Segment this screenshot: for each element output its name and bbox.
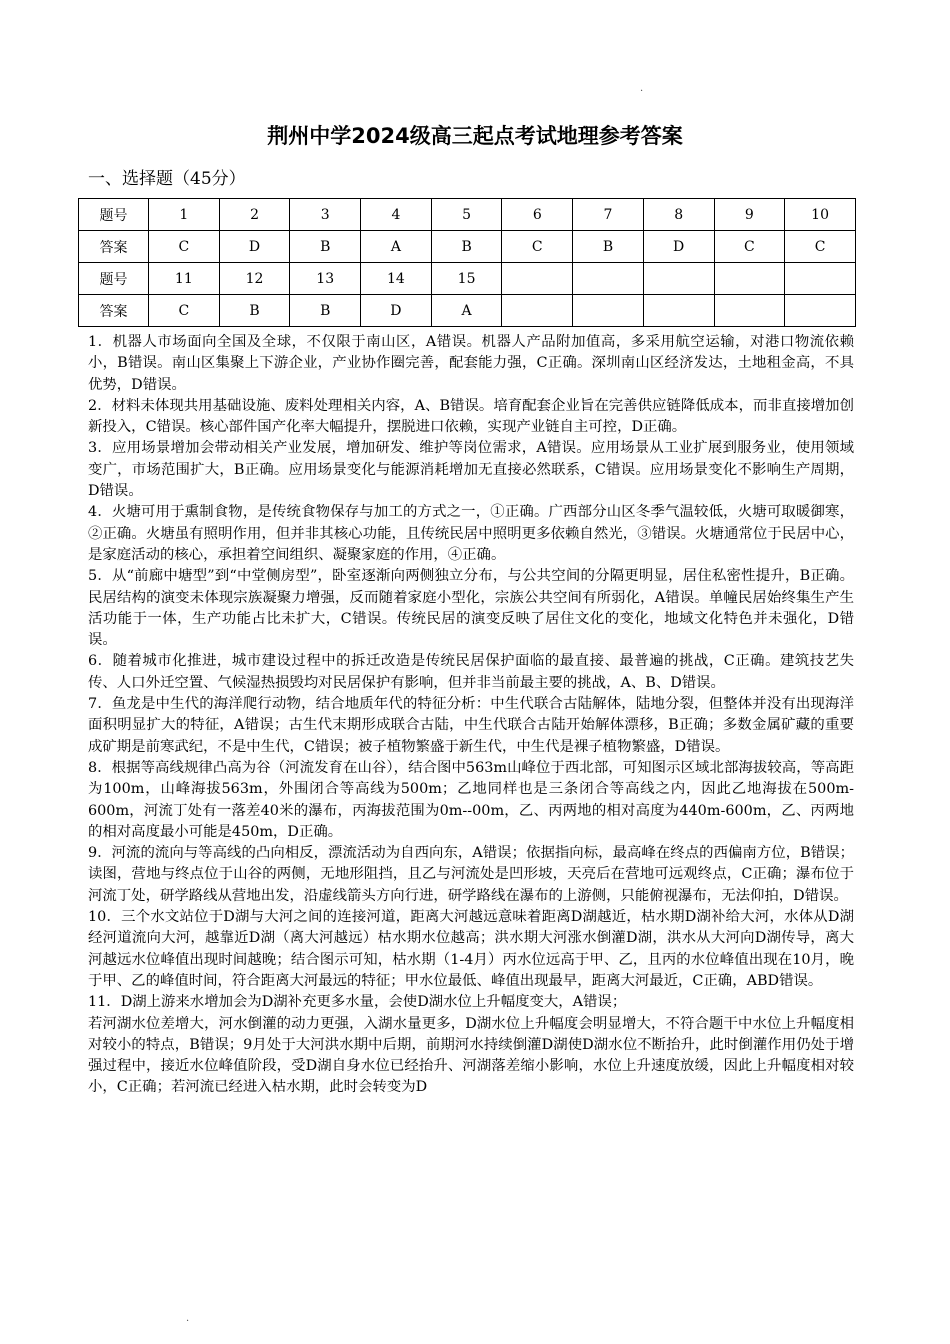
- answer-cell: B: [290, 295, 361, 327]
- answer-table-row: [79, 263, 856, 295]
- answer-table-row: [79, 231, 856, 263]
- explanation-paragraph: 6．随着城市化推进，城市建设过程中的拆迁改造是传统民居保护面临的最直接、最普遍的挑战，C正确。建筑技艺失传、人口外迁空置、气候湿热损毁均对民居保护有影响，但并非当前最主要的挑战，A、B、D错误。: [88, 653, 854, 691]
- answer-cell: 4: [361, 199, 432, 231]
- answer-cell: [502, 295, 573, 327]
- answer-cell: 11: [149, 263, 220, 295]
- answer-cell: D: [361, 295, 432, 327]
- explanation-paragraph: 9．河流的流向与等高线的凸向相反，漂流活动为自西向东，A错误；依据指向标，最高峰在终点的西偏南方位，B错误；读图，营地与终点位于山谷的两侧，无地形阻挡，且乙与河流处是凹形坡，天亮后在营地可远观终点，C正确；瀑布位于河流丁处，研学路线从营地出发，沿虚线箭头方向行进，研学路线在瀑布的上游侧，只能俯视瀑布，无法仰拍，D错误。: [88, 845, 854, 904]
- explanation-paragraph: 7．鱼龙是中生代的海洋爬行动物，结合地质年代的特征分析：中生代联合古陆解体，陆地分裂，但整体并没有出现海洋面积明显扩大的特征，A错误；古生代末期形成联合古陆，中生代联合古陆开始解体漂移，B正确；多数金属矿藏的重要成矿期是前寒武纪，不是中生代，C错误；被子植物繁盛于新生代，中生代是裸子植物繁盛，D错误。: [88, 696, 854, 755]
- answer-cell: 12: [219, 263, 290, 295]
- answer-cell: 5: [431, 199, 502, 231]
- answer-cell: [643, 295, 714, 327]
- answer-table: [78, 198, 856, 327]
- answer-cell: A: [361, 231, 432, 263]
- answer-cell: [714, 295, 785, 327]
- answer-cell: C: [149, 231, 220, 263]
- explanation-paragraph: 若河湖水位差增大，河水倒灌的动力更强，入湖水量更多，D湖水位上升幅度会明显增大，不符合题干中水位上升幅度相对较小的特点，B错误；9月处于大河洪水期中后期，前期河水持续倒灌D湖使D湖水位不断抬升，此时倒灌作用仍处于增强过程中，接近水位峰值阶段，受D湖自身水位已经抬升、河湖落差缩小影响，水位上升速度放缓，因此上升幅度相对较小，C正确；若河流已经进入枯水期，此时会转变为D: [88, 1015, 854, 1096]
- answer-cell: 10: [785, 199, 856, 231]
- answer-cell: [573, 295, 644, 327]
- answer-cell: [785, 295, 856, 327]
- answer-cell: [573, 263, 644, 295]
- answer-cell: [643, 263, 714, 295]
- explanation-paragraph: 11．D湖上游来水增加会为D湖补充更多水量，会使D湖水位上升幅度变大，A错误；: [88, 994, 627, 1011]
- explanation-paragraph: 3．应用场景增加会带动相关产业发展，增加研发、维护等岗位需求，A错误。应用场景从工业扩展到服务业，使用领域变广，市场范围扩大，B正确。应用场景变化与能源消耗增加无直接必然联系，C错误。应用场景变化不影响生产周期，D错误。: [88, 440, 854, 500]
- explanation-paragraph: 5．从“前廊中塘型”到“中堂侧房型”，卧室逐渐向两侧独立分布，与公共空间的分隔更明显，居住私密性提升，B正确。民居结构的演变未体现宗族凝聚力增强，反而随着家庭小型化，宗族公共空间有所弱化，A错误。单幢民居始终集生产生活功能于一体，生产功能占比未扩大，C错误。传统民居的演变反映了居住文化的变化，地域文化特色并未强化，D错误。: [88, 568, 854, 649]
- answer-cell: 7: [573, 199, 644, 231]
- explanations: [88, 332, 854, 1099]
- row-label: 题号: [79, 263, 149, 295]
- row-label: 答案: [79, 231, 149, 263]
- answer-cell: B: [431, 231, 502, 263]
- explanation-paragraph: 10．三个水文站位于D湖与大河之间的连接河道，距离大河越远意味着距离D湖越近，枯水期D湖补给大河，水体从D湖经河道流向大河，越靠近D湖（离大河越远）枯水期水位越高；洪水期大河涨水倒灌D湖，洪水从大河向D湖传导，离大河越远水位峰值出现时间越晚；结合图示可知，枯水期（1-4月）丙水位远高于甲、乙，且丙的水位峰值出现在10月，晚于甲、乙的峰值时间，符合距离大河最远的特征；甲水位最低、峰值出现最早，距离大河最近，C正确，ABD错误。: [88, 909, 854, 989]
- answer-cell: B: [290, 231, 361, 263]
- answer-cell: C: [502, 231, 573, 263]
- answer-cell: B: [219, 295, 290, 327]
- answer-table-row: [79, 199, 856, 231]
- answer-cell: 15: [431, 263, 502, 295]
- answer-cell: [714, 263, 785, 295]
- row-label: 题号: [79, 199, 149, 231]
- page-title: 荆州中学2024级高三起点考试地理参考答案: [267, 124, 683, 148]
- answer-cell: [785, 263, 856, 295]
- answer-cell: A: [431, 295, 502, 327]
- answer-cell: B: [573, 231, 644, 263]
- answer-cell: 3: [290, 199, 361, 231]
- explanation-paragraph: 8．根据等高线规律凸高为谷（河流发育在山谷），结合图中563m山峰位于西北部，可知图示区域北部海拔较高，等高距为100m，山峰海拔563m，外围闭合等高线为500m；乙地同样也是三条闭合等高线之内，因此乙地海拔在500m-600m，河流丁处有一落差40米的瀑布，丙海拔范围为0m--00m，乙、丙两地的相对高度为440m-600m，乙、丙两地的相对高度最小可能是450m，D正确。: [88, 759, 854, 840]
- answer-cell: 13: [290, 263, 361, 295]
- scan-dot-top: ·: [640, 86, 644, 97]
- answer-cell: C: [149, 295, 220, 327]
- explanation-paragraph: 2．材料未体现共用基础设施、废料处理相关内容，A、B错误。培育配套企业旨在完善供应链降低成本，而非直接增加创新投入，C错误。核心部件国产化率大幅提升，摆脱进口依赖，实现产业链自主可控，D正确。: [88, 397, 854, 436]
- answer-cell: 1: [149, 199, 220, 231]
- section-heading: 一、选择题（45分）: [88, 169, 246, 189]
- answer-cell: 9: [714, 199, 785, 231]
- answer-cell: C: [714, 231, 785, 263]
- explanation-paragraph: 1．机器人市场面向全国及全球，不仅限于南山区，A错误。机器人产品附加值高，多采用航空运输，对港口物流依赖小，B错误。南山区集聚上下游企业，产业协作圈完善，配套能力强，C正确。深圳南山区经济发达，土地租金高，不具优势，D错误。: [88, 334, 854, 393]
- answer-cell: D: [643, 231, 714, 263]
- answer-cell: C: [785, 231, 856, 263]
- answer-cell: [502, 263, 573, 295]
- answer-cell: 6: [502, 199, 573, 231]
- explanation-paragraph: 4．火塘可用于熏制食物，是传统食物保存与加工的方式之一，①正确。广西部分山区冬季气温较低，火塘可取暖御寒，②正确。火塘虽有照明作用，但并非其核心功能，且传统民居中照明更多依赖自然光，③错误。火塘通常位于民居中心，是家庭活动的核心，承担着空间组织、凝聚家庭的作用，④正确。: [88, 504, 854, 563]
- answer-cell: 2: [219, 199, 290, 231]
- row-label: 答案: [79, 295, 149, 327]
- answer-table-row: [79, 295, 856, 327]
- answer-cell: 14: [361, 263, 432, 295]
- answer-cell: D: [219, 231, 290, 263]
- scan-dot-bottom: ·: [186, 1316, 190, 1327]
- answer-cell: 8: [643, 199, 714, 231]
